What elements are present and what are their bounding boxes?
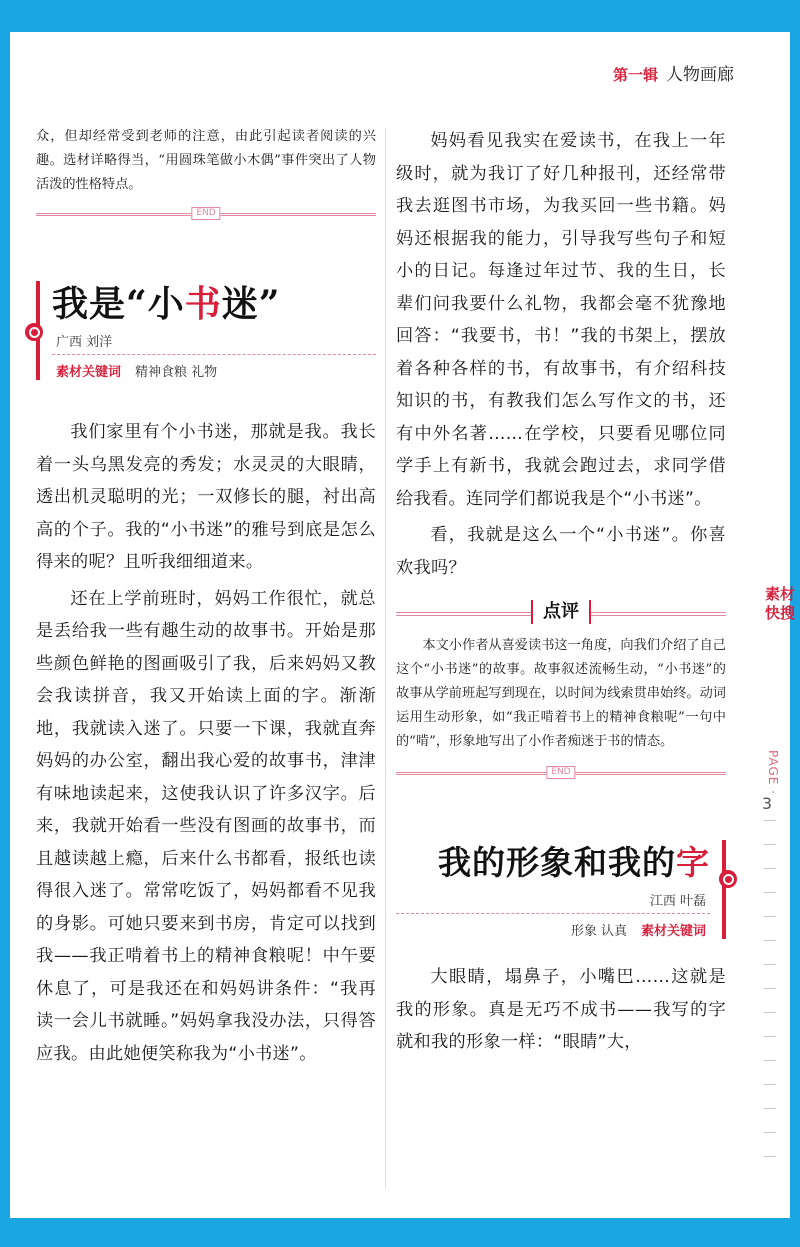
review-text: 本文小作者从喜爱读书这一角度，向我们介绍了自己这个“小书迷”的故事。故事叙述流畅生动，“小书迷”的故事从学前班起写到现在，以时间为线索贯串始终。动词运用生动形象，如“我正啃着书上的精神食粮呢”一句中的“啃”，形象地写出了小作者痴迷于书的情态。 (396, 638, 726, 749)
chapter-header (613, 60, 734, 85)
search-icon (25, 323, 43, 341)
search-icon (719, 870, 737, 888)
article2-author: 江西 叶磊 (396, 886, 710, 914)
side-tab[interactable]: 素材快搜 (764, 585, 795, 622)
paragraph: 我们家里有个小书迷，那就是我。我长着一头乌黑发亮的秀发；水灵灵的大眼睛，透出机灵聪明的光；一双修长的腿，衬出高高的个子。我的“小书迷”的雅号到底是怎么得来的呢？且听我细细道来。 (36, 422, 376, 572)
review-heading: 点评 (396, 600, 726, 626)
article-author: 广西 刘洋 (52, 327, 376, 355)
paragraph: 看，我就是这么一个“小书迷”。你喜欢我吗？ (396, 525, 726, 578)
paragraph: 还在上学前班时，妈妈工作很忙，就总是丢给我一些有趣生动的故事书。开始是那些颜色鲜艳的图画吸引了我，后来妈妈又教会我读拼音，我又开始读上面的字。渐渐地，我就读入迷了。只要一下课，我就直奔妈妈的办公室，翻出我心爱的故事书，津津有味地读起来，这使我认识了许多汉字。后来，我就开始看一些没有图画的故事书，而且越读越上瘾，后来什么书都看，报纸也读得很入迷了。常常吃饭了，妈妈都看不见我的身影。可她只要来到书房，肯定可以找到我——我正啃着书上的精神食粮呢！中午要休息了，可是我还在和妈妈讲条件：“我再读一会儿书就睡。”妈妈拿我没办法，只得答应我。由此她便笑称我为“小书迷”。 (36, 588, 376, 1064)
margin-ticks (764, 820, 776, 1180)
keyword-label: 素材关键词 (640, 924, 706, 939)
paragraph: 大眼睛，塌鼻子，小嘴巴……这就是我的形象。真是无巧不成书——我写的字就和我的形象一样：“眼睛”大， (396, 967, 726, 1052)
paragraph: 妈妈看见我实在爱读书，在我上一年级时，就为我订了好几种报刊，还经常带我去逛图书市场，为我买回一些书籍。妈妈还根据我的能力，引导我写些句子和短小的日记。每逢过年过节、我的生日，长辈们问我要什么礼物，我都会毫不犹豫地回答：“我要书，书！”我的书架上，摆放着各种各样的书，有故事书，有介绍科技知识的书，有教我们怎么写作文的书，还有中外名著……在学校，只要看见哪位同学手上有新书，我就会跑过去，求同学借给我看。连同学们都说我是个“小书迷”。 (396, 131, 726, 509)
keyword-label: 素材关键词 (56, 365, 122, 380)
page-label: PAGE · (766, 750, 780, 795)
article2-title-block (396, 840, 726, 939)
article-title: 我是“小书迷” (52, 283, 281, 325)
column-divider (385, 128, 386, 1188)
left-column (36, 125, 376, 1070)
article2-title: 我的形象和我的字 (438, 843, 710, 882)
keyword-list: 精神食粮 礼物 (135, 365, 218, 380)
chapter-number: 第一辑 (612, 66, 658, 84)
article-title-block (36, 281, 376, 380)
right-column (396, 125, 726, 1059)
keyword-list: 形象 认真 (570, 924, 627, 939)
article-keywords (52, 355, 376, 380)
previous-review-tail: 众，但却经常受到老师的注意，由此引起读者阅读的兴趣。选材详略得当，“用圆珠笔做小木偶”事件突出了人物活泼的性格特点。 (36, 129, 376, 192)
chapter-name: 人物画廊 (666, 65, 734, 85)
end-divider: END (36, 207, 376, 221)
page-number: 3 (761, 794, 772, 813)
end-divider: END (396, 766, 726, 780)
article2-keywords (396, 914, 710, 939)
